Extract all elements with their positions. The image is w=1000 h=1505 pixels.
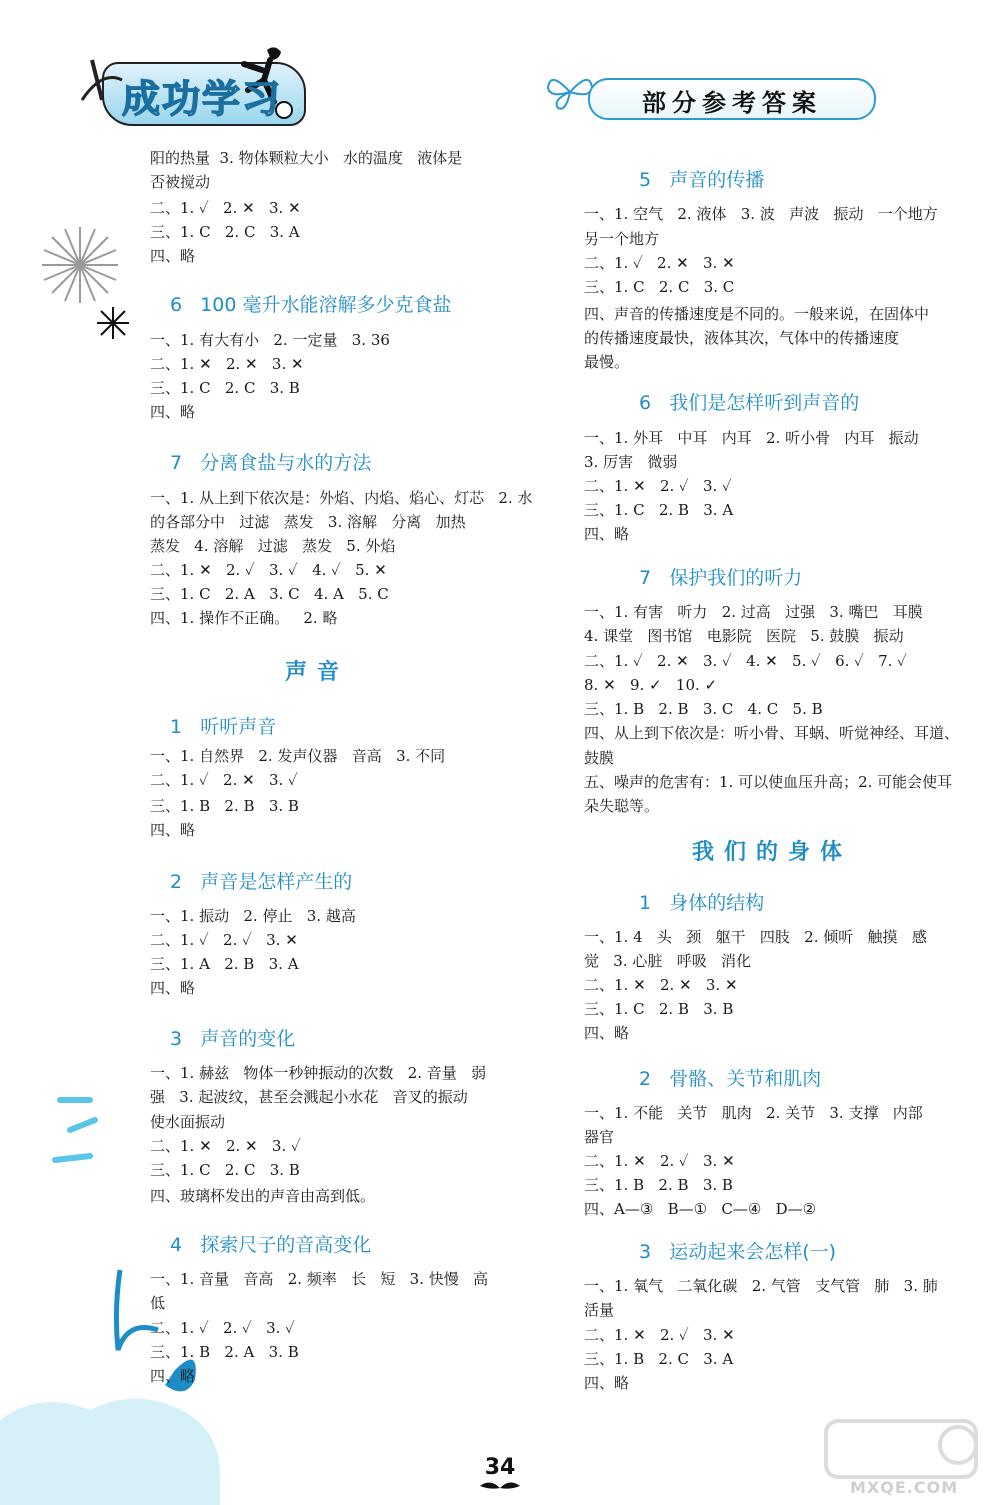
answer-line: 一、1. 有大有小 2. 一定量 3. 36 — [150, 331, 390, 349]
answer-line: 鼓膜 — [584, 749, 615, 767]
answer-line: 二、1. ✕ 2. ✕ 3. ✕ — [584, 976, 738, 994]
page-number: 34 — [484, 1455, 516, 1480]
answer-line: 二、1. ✕ 2. ✓ 3. ✓ 4. ✓ 5. ✕ — [150, 561, 387, 579]
answer-line: 的各部分中 过滤 蒸发 3. 溶解 分离 加热 — [150, 513, 466, 531]
answer-line: 四、1. 操作不正确。 2. 略 — [150, 609, 338, 627]
answer-line: 三、1. C 2. C 3. A — [150, 223, 300, 241]
answer-line: 最慢。 — [584, 353, 630, 371]
answer-line: 三、1. A 2. B 3. A — [150, 955, 299, 973]
section-heading: 2 骨骼、关节和肌肉 — [639, 1068, 822, 1090]
answer-line: 一、1. 氧气 二氧化碳 2. 气管 支气管 肺 3. 肺 — [584, 1277, 938, 1295]
section-heading: 3 运动起来会怎样(一) — [639, 1241, 837, 1263]
answer-line: 朵失聪等。 — [584, 797, 660, 815]
answer-line: 三、1. B 2. B 3. B — [584, 1176, 733, 1194]
answer-banner — [588, 78, 876, 120]
answer-line: 五、噪声的危害有：1. 可以使血压升高；2. 可能会使耳 — [584, 773, 953, 791]
section-heading: 6 我们是怎样听到声音的 — [639, 392, 860, 414]
answer-line: 一、1. 振动 2. 停止 3. 越高 — [150, 907, 356, 925]
unit-heading: 我们的身体 — [692, 839, 853, 865]
answer-line: 一、1. 空气 2. 液体 3. 波 声波 振动 一个地方 — [584, 205, 938, 223]
unit-heading: 声音 — [285, 659, 350, 685]
answer-line: 低 — [150, 1294, 166, 1312]
watermark-url: MXQE.COM — [850, 1478, 959, 1497]
section-heading: 6 100 毫升水能溶解多少克食盐 — [170, 294, 452, 316]
answer-line: 四、从上到下依次是：听小骨、耳蜗、听觉神经、耳道、 — [584, 724, 960, 742]
answer-line: 二、1. ✓ 2. ✓ 3. ✕ — [150, 931, 298, 949]
answer-line: 二、1. ✕ 2. ✕ 3. ✕ — [150, 355, 304, 373]
section-heading: 7 分离食盐与水的方法 — [170, 452, 372, 474]
answer-line: 三、1. B 2. C 3. A — [584, 1350, 734, 1368]
answer-line: 二、1. ✓ 2. ✕ 3. ✓ 4. ✕ 5. ✓ 6. ✓ 7. ✓ — [584, 652, 907, 670]
answer-line: 一、1. 4 头 颈 躯干 四肢 2. 倾听 触摸 感 — [584, 928, 927, 946]
answer-line: 一、1. 赫兹 物体一秒钟振动的次数 2. 音量 弱 — [150, 1064, 487, 1082]
section-heading: 5 声音的传播 — [639, 169, 765, 191]
answer-line: 强 3. 起波纹，甚至会溅起小水花 音叉的振动 — [150, 1088, 468, 1106]
answer-line: 一、1. 从上到下依次是：外焰、内焰、焰心、灯芯 2. 水 — [150, 489, 533, 507]
answer-line: 3. 厉害 微弱 — [584, 453, 678, 471]
answer-line: 四、略 — [150, 979, 196, 997]
answer-line: 二、1. ✕ 2. ✓ 3. ✕ — [584, 1326, 735, 1344]
answer-line: 二、1. ✓ 2. ✕ 3. ✓ — [150, 771, 298, 789]
answer-line: 器官 — [584, 1128, 615, 1146]
answer-line: 一、1. 不能 关节 肌肉 2. 关节 3. 支撑 内部 — [584, 1104, 923, 1122]
answer-line: 觉 3. 心脏 呼吸 消化 — [584, 952, 751, 970]
answer-line: 四、略 — [584, 1374, 630, 1392]
answer-line: 四、A—③ B—① C—④ D—② — [584, 1200, 817, 1218]
answer-line: 三、1. B 2. B 3. C 4. C 5. B — [584, 700, 823, 718]
watermark-logo — [818, 1415, 988, 1485]
answer-line: 蒸发 4. 溶解 过滤 蒸发 5. 外焰 — [150, 537, 396, 555]
answer-line: 三、1. C 2. C 3. C — [584, 278, 735, 296]
answer-line: 4. 课堂 图书馆 电影院 医院 5. 鼓膜 振动 — [584, 627, 904, 645]
answer-line: 四、略 — [584, 525, 630, 543]
answer-line: 三、1. C 2. C 3. B — [150, 379, 300, 397]
answer-line: 四、玻璃杯发出的声音由高到低。 — [150, 1187, 376, 1205]
section-heading: 1 身体的结构 — [639, 892, 765, 914]
answer-line: 三、1. B 2. B 3. B — [150, 797, 299, 815]
answer-line: 二、1. ✕ 2. ✓ 3. ✓ — [584, 477, 732, 495]
answer-line: 三、1. C 2. A 3. C 4. A 5. C — [150, 585, 389, 603]
answer-line: 三、1. B 2. A 3. B — [150, 1343, 299, 1361]
answer-line: 四、略 — [150, 821, 196, 839]
logo-text: 成功学习 — [122, 77, 283, 121]
answer-line: 四、略 — [150, 247, 196, 265]
answer-line: 四、略 — [150, 403, 196, 421]
answer-line: 8. ✕ 9. ✓ 10. ✓ — [584, 676, 718, 694]
star-burst-icon — [40, 225, 120, 305]
answer-line: 四、声音的传播速度是不同的。一般来说，在固体中 — [584, 305, 930, 323]
answer-line: 二、1. ✕ 2. ✕ 3. ✓ — [150, 1137, 301, 1155]
answer-line: 的传播速度最快，液体其次，气体中的传播速度 — [584, 329, 900, 347]
answer-line: 一、1. 外耳 中耳 内耳 2. 听小骨 内耳 振动 — [584, 429, 919, 447]
answer-line: 使水面振动 — [150, 1113, 226, 1131]
answer-line: 二、1. ✓ 2. ✕ 3. ✕ — [584, 254, 735, 272]
answer-line: 一、1. 有害 听力 2. 过高 过强 3. 嘴巴 耳膜 — [584, 603, 923, 621]
answer-line: 三、1. C 2. C 3. B — [150, 1161, 300, 1179]
butterfly-icon — [545, 72, 595, 112]
answer-line: 三、1. C 2. B 3. B — [584, 1000, 734, 1018]
answer-line: 二、1. ✓ 2. ✕ 3. ✕ — [150, 199, 301, 217]
answer-line: 二、1. ✓ 2. ✓ 3. ✓ — [150, 1319, 295, 1337]
section-heading: 7 保护我们的听力 — [639, 567, 803, 589]
section-heading: 3 声音的变化 — [170, 1028, 296, 1050]
answer-line: 四、略 — [584, 1024, 630, 1042]
answer-line: 二、1. ✕ 2. ✓ 3. ✕ — [584, 1152, 735, 1170]
answer-line: 阳的热量 3. 物体颗粒大小 水的温度 液体是 — [150, 149, 463, 167]
answer-line: 活量 — [584, 1301, 615, 1319]
answer-line: 一、1. 音量 音高 2. 频率 长 短 3. 快慢 高 — [150, 1270, 489, 1288]
logo — [62, 40, 307, 122]
flower-icon — [95, 305, 131, 341]
section-heading: 1 听听声音 — [170, 716, 277, 738]
answer-line: 四、略 — [150, 1367, 196, 1385]
answer-line: 否被搅动 — [150, 173, 211, 191]
answer-title: 部分参考答案 — [642, 89, 822, 117]
section-heading: 2 声音是怎样产生的 — [170, 871, 353, 893]
answer-line: 另一个地方 — [584, 230, 660, 248]
answer-line: 一、1. 自然界 2. 发声仪器 音高 3. 不同 — [150, 747, 446, 765]
answer-line: 三、1. C 2. B 3. A — [584, 501, 734, 519]
leaf-ornament-icon — [480, 1478, 520, 1494]
section-heading: 4 探索尺子的音高变化 — [170, 1234, 372, 1256]
